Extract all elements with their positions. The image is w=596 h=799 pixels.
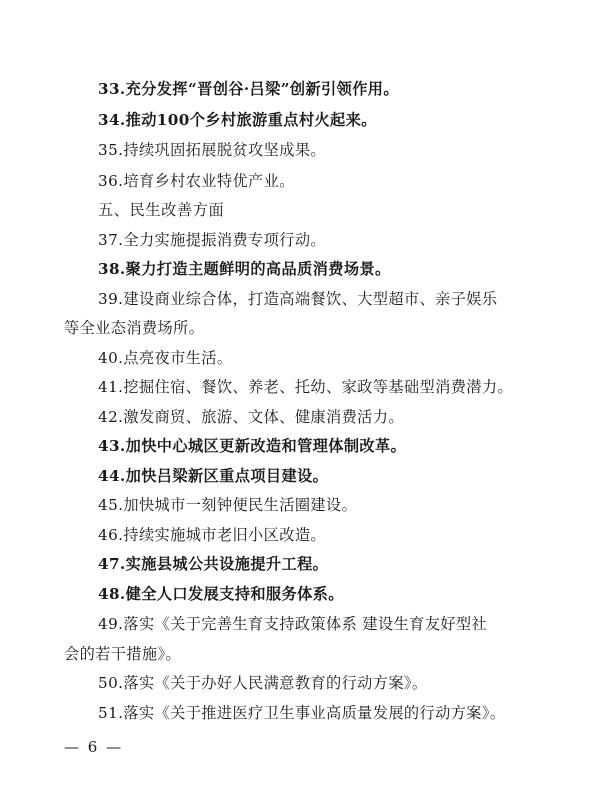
item-text: 持续实施城市老旧小区改造。	[123, 526, 326, 544]
item-number: 33.	[98, 80, 126, 98]
item-33	[98, 79, 544, 99]
item-41	[98, 377, 544, 397]
item-text: 加快吕梁新区重点项目建设。	[125, 467, 329, 485]
item-49	[98, 614, 544, 634]
item-text: 落实《关于办好人民满意教育的行动方案》。	[123, 674, 428, 692]
item-text: 建设商业综合体，打造高端餐饮、大型超市、亲子娱乐	[123, 290, 498, 308]
item-number: 44.	[98, 467, 126, 485]
item-text: 持续巩固拓展脱贫攻坚成果。	[123, 141, 326, 159]
item-number: 34.	[98, 111, 126, 129]
item-number: 36.	[98, 172, 124, 190]
item-38	[98, 259, 544, 279]
item-number: 35.	[98, 141, 124, 159]
page-number	[64, 737, 123, 757]
item-text: 落实《关于推进医疗卫生事业高质量发展的行动方案》。	[123, 704, 506, 722]
item-text: 培育乡村农业特优产业。	[123, 172, 295, 190]
item-number: 43.	[98, 437, 126, 455]
item-37	[98, 230, 544, 250]
item-number: 46.	[98, 526, 124, 544]
item-text: 加快城市一刻钟便民生活圈建设。	[123, 496, 358, 514]
item-number: 39.	[98, 290, 124, 308]
section-heading	[98, 200, 544, 220]
item-43	[98, 436, 544, 456]
item-number: 40.	[98, 349, 124, 367]
page-number-label: — 6 —	[64, 738, 124, 756]
item-34	[98, 110, 544, 130]
item-text-continuation: 等全业态消费场所。	[64, 319, 205, 337]
item-text: 加快中心城区更新改造和管理体制改革。	[125, 437, 407, 455]
item-number: 45.	[98, 496, 124, 514]
item-text: 全力实施提振消费专项行动。	[123, 231, 326, 249]
item-text: 落实《关于完善生育支持政策体系 建设生育友好型社	[123, 615, 488, 633]
item-number: 41.	[98, 378, 124, 396]
section-heading-text: 五、民生改善方面	[98, 201, 225, 219]
item-number: 47.	[98, 555, 126, 573]
item-49-continuation	[64, 644, 544, 664]
item-45	[98, 495, 544, 515]
item-47	[98, 554, 544, 574]
item-text: 健全人口发展支持和服务体系。	[125, 585, 344, 603]
item-text: 充分发挥“晋创谷·吕梁”创新引领作用。	[125, 80, 399, 98]
item-39	[98, 289, 544, 309]
item-number: 38.	[98, 260, 126, 278]
item-39-continuation	[64, 318, 544, 338]
item-text-continuation: 会的若干措施》。	[64, 645, 182, 663]
item-number: 51.	[98, 704, 124, 722]
item-42	[98, 407, 544, 427]
item-51	[98, 703, 544, 723]
item-text: 实施县城公共设施提升工程。	[125, 555, 329, 573]
item-35	[98, 140, 544, 160]
item-number: 42.	[98, 408, 124, 426]
item-text: 激发商贸、旅游、文体、健康消费活力。	[123, 408, 404, 426]
item-number: 50.	[98, 674, 124, 692]
item-text: 聚力打造主题鲜明的高品质消费场景。	[125, 260, 391, 278]
item-36	[98, 171, 544, 191]
item-text: 挖掘住宿、餐饮、养老、托幼、家政等基础型消费潜力。	[123, 378, 514, 396]
item-50	[98, 673, 544, 693]
item-text: 点亮夜市生活。	[123, 349, 233, 367]
item-48	[98, 584, 544, 604]
item-44	[98, 466, 544, 486]
item-number: 49.	[98, 615, 124, 633]
item-text: 推动100个乡村旅游重点村火起来。	[125, 111, 377, 129]
item-40	[98, 348, 544, 368]
item-46	[98, 525, 544, 545]
item-number: 48.	[98, 585, 126, 603]
item-number: 37.	[98, 231, 124, 249]
